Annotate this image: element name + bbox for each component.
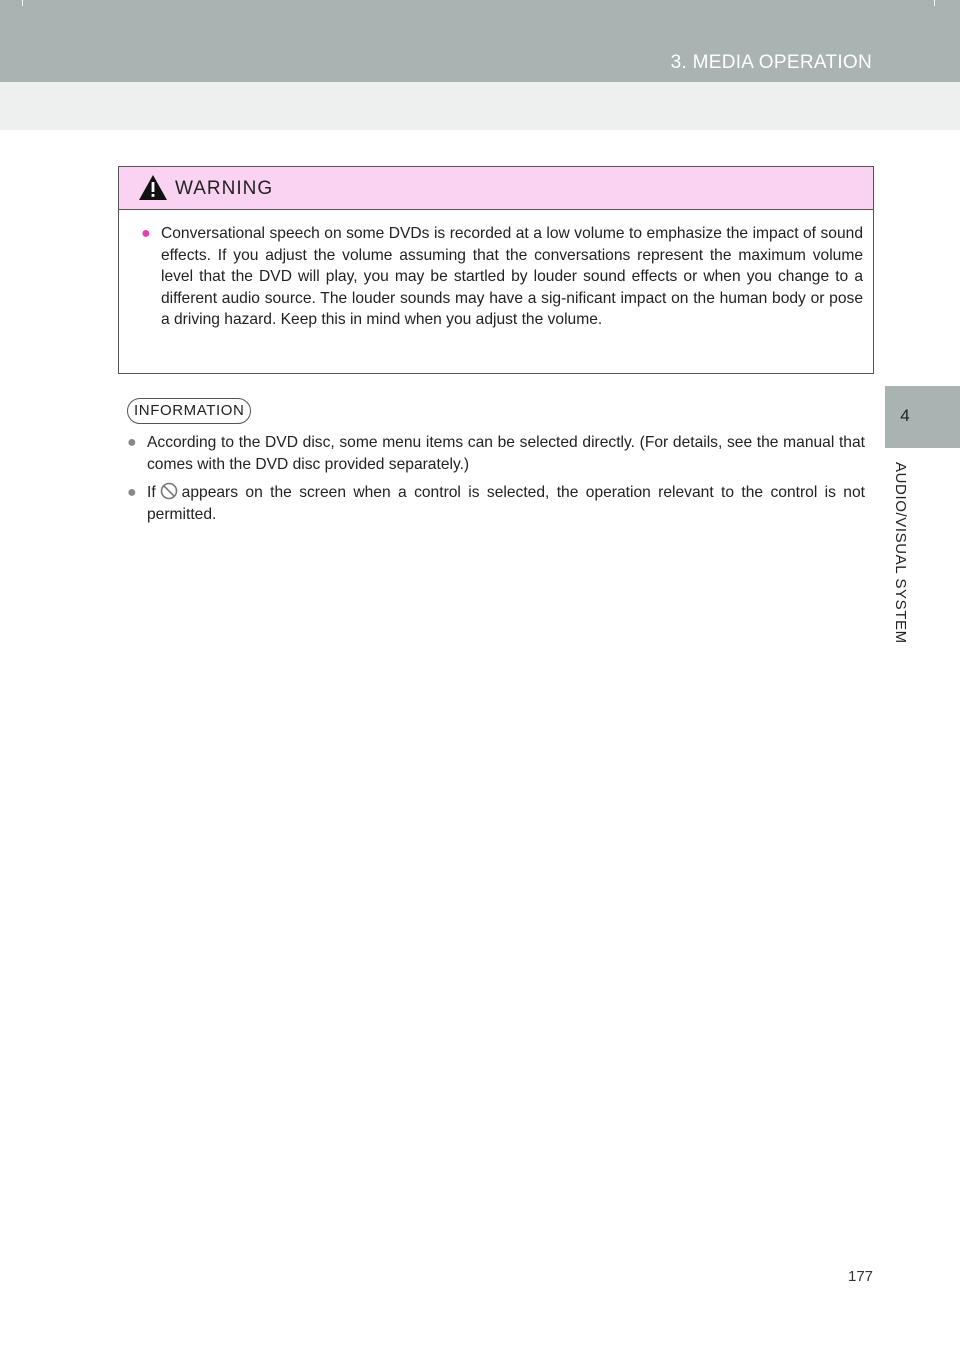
page-number: 177 xyxy=(848,1268,874,1285)
crop-mark-left xyxy=(22,0,23,6)
information-list xyxy=(127,432,865,532)
header-subband xyxy=(0,82,960,130)
bullet-icon: ● xyxy=(127,484,137,501)
information-item xyxy=(127,432,865,475)
section-title: 3. MEDIA OPERATION xyxy=(670,52,872,73)
information-item-text: According to the DVD disc, some menu items can be selected directly. (For details, see the manual that comes with the DVD disc provided separately.) xyxy=(147,434,865,473)
information-badge: INFORMATION xyxy=(127,398,251,424)
information-text-before: If xyxy=(147,484,156,501)
warning-body xyxy=(119,210,873,331)
bullet-icon: ● xyxy=(141,225,151,242)
warning-triangle-icon xyxy=(138,174,168,201)
warning-item xyxy=(141,223,863,331)
warning-header xyxy=(119,167,873,210)
warning-title: WARNING xyxy=(175,178,274,199)
chapter-number: 4 xyxy=(900,406,910,425)
chapter-label: AUDIO/VISUAL SYSTEM xyxy=(892,462,909,644)
warning-box xyxy=(118,166,874,374)
bullet-icon: ● xyxy=(127,434,137,451)
crop-mark-right xyxy=(934,0,935,6)
prohibited-icon xyxy=(160,482,178,500)
information-item xyxy=(127,482,865,525)
warning-item-text: Conversational speech on some DVDs is recorded at a low volume to emphasize the impact of sound effects. If you adjust the volume assuming that the conversations represent the maximum volume level that the DVD will play, you may be startled by louder sound effects or when you change to a different audio source. The louder sounds may have a sig-nificant impact on the human body or pose a driving hazard. Keep this in mind when you adjust the volume. xyxy=(161,225,863,328)
information-text-after: appears on the screen when a control is selected, the operation relevant to the control is not permitted. xyxy=(147,484,865,523)
information-item-text xyxy=(147,482,865,525)
